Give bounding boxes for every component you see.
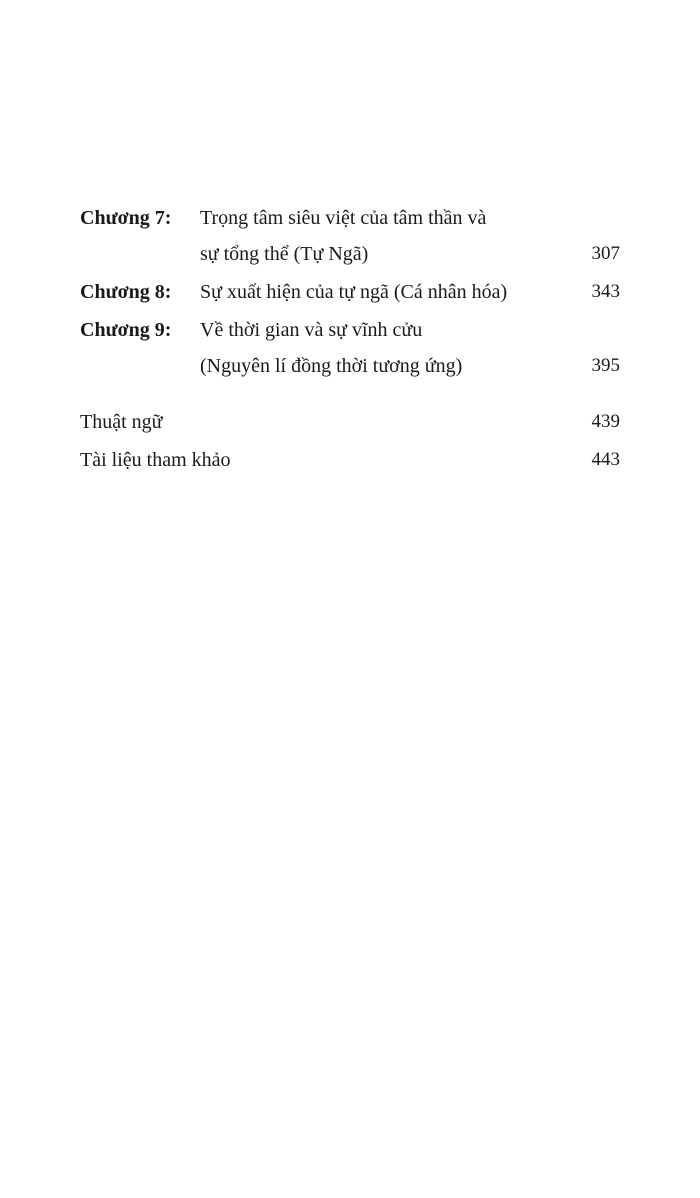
chapter-title-continued: sự tổng thể (Tự Ngã) bbox=[200, 243, 369, 265]
chapter-label: Chương 8: bbox=[80, 281, 172, 303]
chapter-label: Chương 7: bbox=[80, 207, 172, 229]
toc-line bbox=[80, 312, 620, 348]
toc-line bbox=[80, 274, 620, 310]
toc-line bbox=[80, 442, 620, 478]
chapter-label: Chương 9: bbox=[80, 319, 172, 341]
page-number: 307 bbox=[591, 243, 620, 264]
table-of-contents bbox=[80, 200, 620, 478]
chapter-title: Sự xuất hiện của tự ngã (Cá nhân hóa) bbox=[200, 281, 508, 303]
page-number: 439 bbox=[591, 411, 620, 432]
toc-line bbox=[80, 404, 620, 440]
toc-entry-references bbox=[80, 442, 620, 478]
page-number: 343 bbox=[591, 281, 620, 302]
toc-entry-chapter-7 bbox=[80, 200, 620, 272]
back-matter-title: Tài liệu tham khảo bbox=[80, 449, 231, 471]
chapter-title-continued: (Nguyên lí đồng thời tương ứng) bbox=[200, 355, 463, 377]
page-number: 443 bbox=[591, 449, 620, 470]
page-number: 395 bbox=[591, 355, 620, 376]
toc-entry-chapter-9 bbox=[80, 312, 620, 384]
chapter-title: Trọng tâm siêu việt của tâm thần và bbox=[200, 207, 487, 229]
back-matter-title: Thuật ngữ bbox=[80, 411, 163, 433]
toc-line bbox=[80, 200, 620, 236]
chapter-title: Về thời gian và sự vĩnh cửu bbox=[200, 319, 423, 341]
toc-entry-glossary bbox=[80, 404, 620, 440]
toc-entry-chapter-8 bbox=[80, 274, 620, 310]
toc-line bbox=[80, 348, 620, 384]
toc-line bbox=[80, 236, 620, 272]
